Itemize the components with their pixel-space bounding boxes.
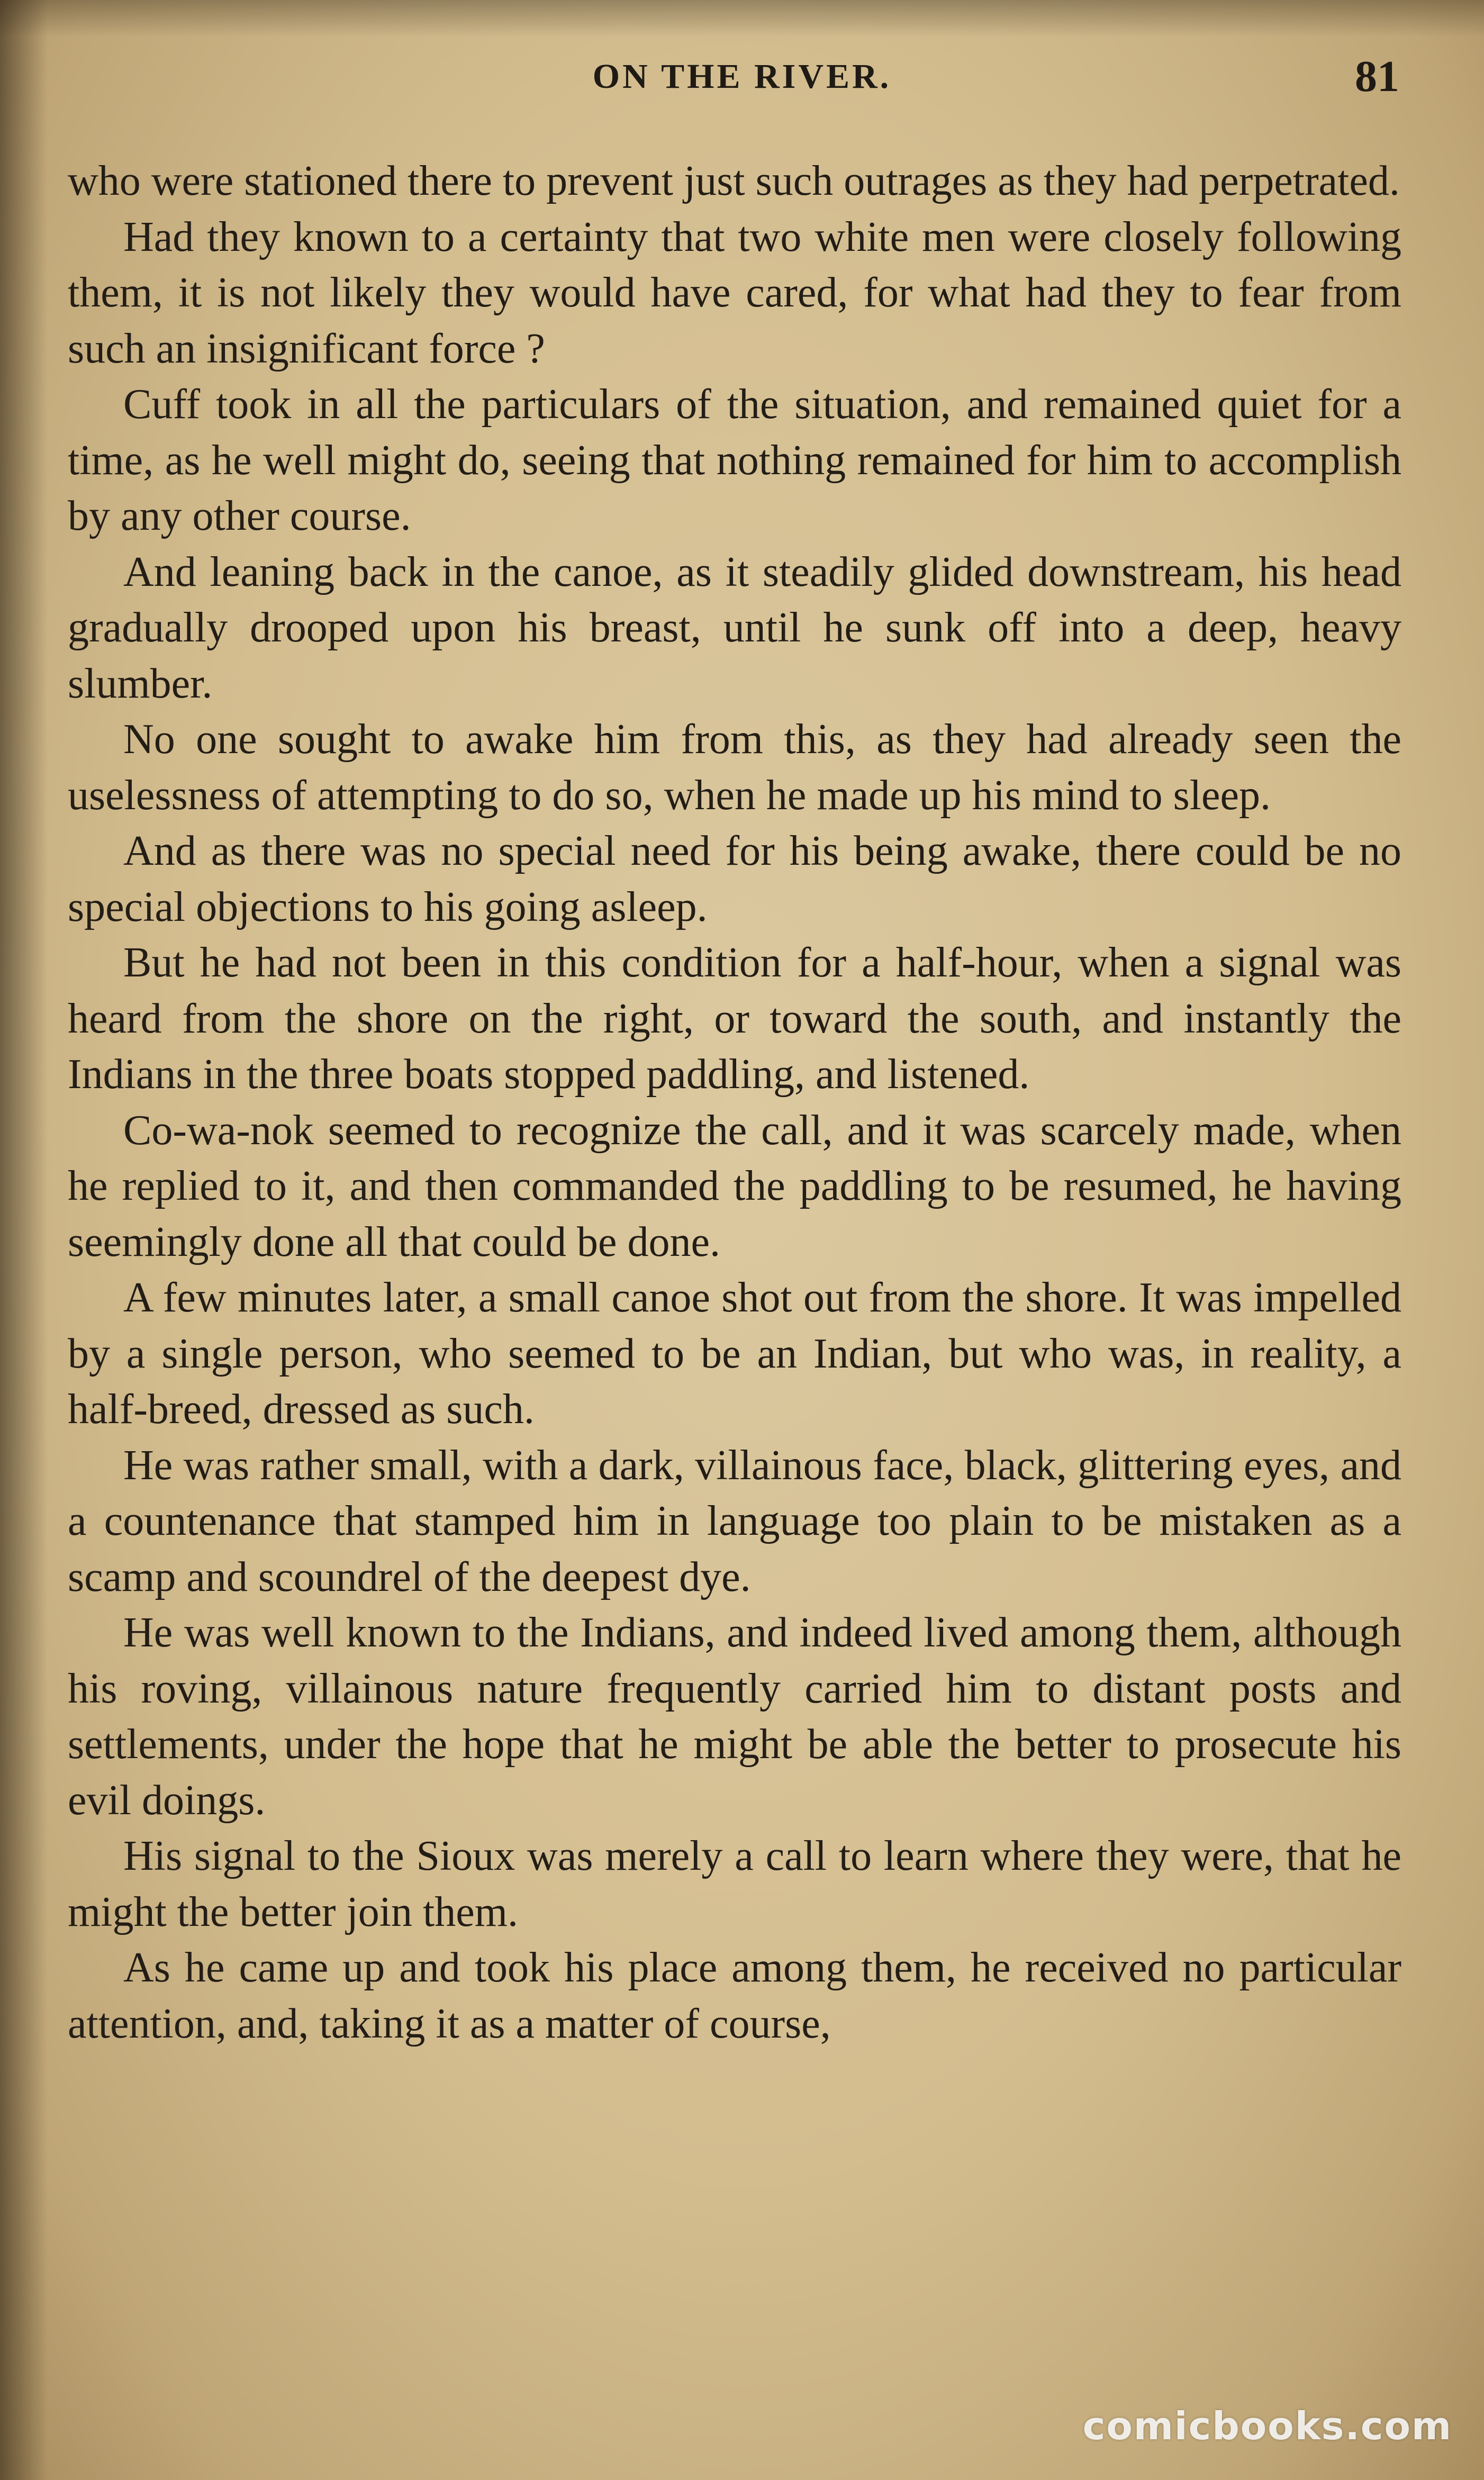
- running-head: [0, 48, 1484, 106]
- spine-shadow: [0, 0, 48, 2480]
- paragraph: He was rather small, with a dark, villainous face, black, glittering eyes, and a countenance that stamped him in language too plain to be mistaken as a scamp and scoundrel of the deepest dye.: [68, 1442, 1401, 1600]
- paragraph: But he had not been in this condition for a half-hour, when a signal was heard from the shore on the right, or toward the south, and instantly the Indians in the three boats stopped paddling, and listened.: [68, 939, 1401, 1098]
- page-number: 81: [1355, 52, 1399, 101]
- top-edge-shadow: [0, 0, 1484, 37]
- paragraph: As he came up and took his place among them, he received no particular attention, and, taking it as a matter of course,: [68, 1944, 1401, 2047]
- paragraph: Cuff took in all the particulars of the situation, and remained quiet for a time, as he well might do, seeing that nothing remained for him to accomplish by any other course.: [68, 381, 1401, 539]
- watermark: comicbooks.com: [1082, 2404, 1452, 2448]
- paragraph: Co-wa-nok seemed to recognize the call, and it was scarcely made, when he replied to it, and then commanded the paddling to be resumed, he having seemingly done all that could be done.: [68, 1107, 1401, 1265]
- running-title: ON THE RIVER.: [592, 57, 892, 96]
- paragraph: A few minutes later, a small canoe shot out from the shore. It was impelled by a single person, who seemed to be an Indian, but who was, in reality, a half-breed, dressed as such.: [68, 1274, 1401, 1433]
- paragraph: His signal to the Sioux was merely a call to learn where they were, that he might the better join them.: [68, 1833, 1401, 1935]
- body-text: [68, 153, 1401, 2052]
- paragraph: And leaning back in the canoe, as it steadily glided downstream, his head gradually drooped upon his breast, until he sunk off into a deep, heavy slumber.: [68, 548, 1401, 707]
- paragraph: No one sought to awake him from this, as they had already seen the uselessness of attempting to do so, when he made up his mind to sleep.: [68, 716, 1401, 819]
- paragraph: And as there was no special need for his being awake, there could be no special objections to his going asleep.: [68, 828, 1401, 930]
- paragraph: who were stationed there to prevent just such outrages as they had perpetrated.: [68, 158, 1400, 204]
- paragraph: Had they known to a certainty that two white men were closely following them, it is not likely they would have cared, for what had they to fear from such an insignificant force ?: [68, 213, 1401, 372]
- paragraph: He was well known to the Indians, and indeed lived among them, although his roving, villainous nature frequently carried him to distant posts and settlements, under the hope that he might be able the better to prosecute his evil doings.: [68, 1609, 1401, 1824]
